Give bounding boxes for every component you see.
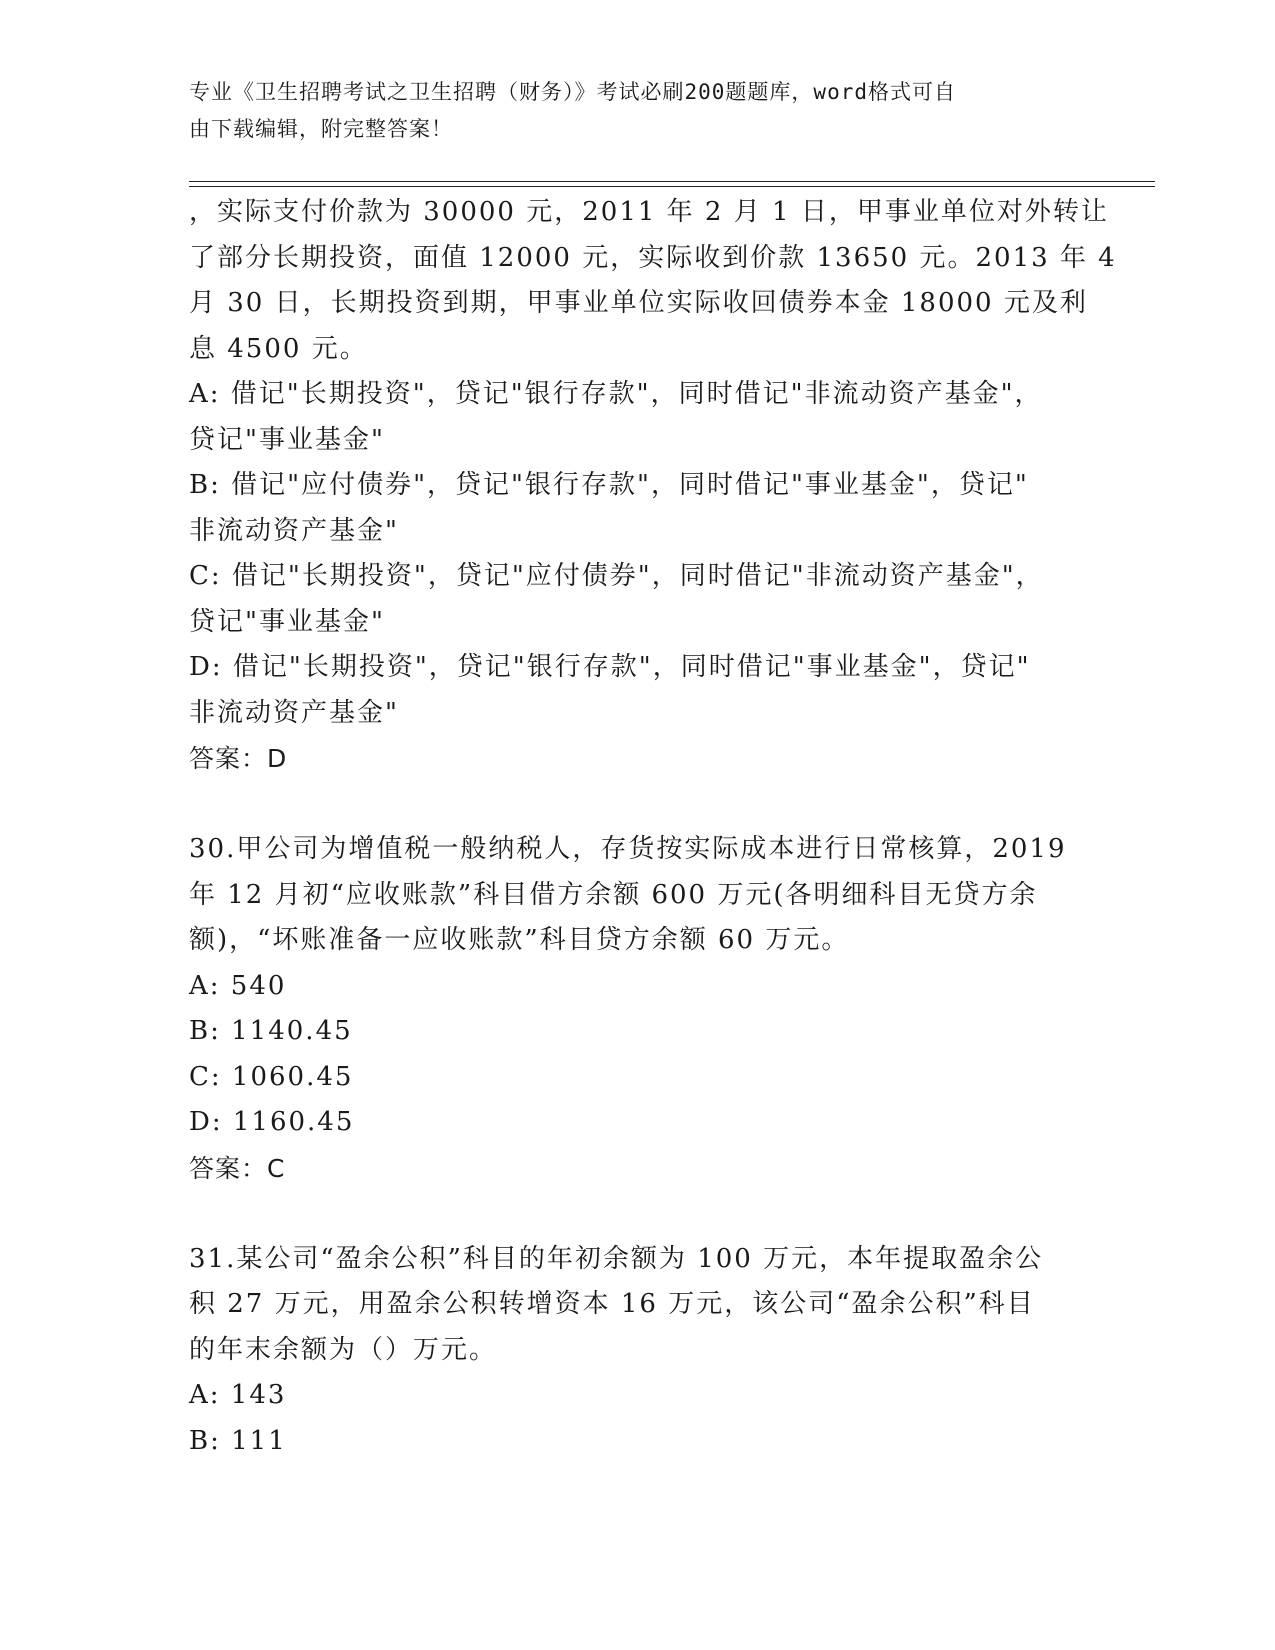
answer-label: 答案：D xyxy=(189,744,288,773)
option-b-line: B: 借记"应付债券"，贷记"银行存款"，同时借记"事业基金"，贷记" xyxy=(189,470,1029,500)
question-spacer xyxy=(189,782,1089,828)
question-29 xyxy=(189,190,1117,782)
question-stem-line: 额)，“坏账准备一应收账款”科目贷方余额 60 万元。 xyxy=(189,925,850,955)
answer-label: 答案：C xyxy=(189,1153,286,1183)
question-stem-line: 年 12 月初“应收账款”科目借方余额 600 万元(各明细科目无贷方余 xyxy=(189,879,1038,910)
header-title-line-2: 由下载编辑，附完整答案！ xyxy=(189,117,453,141)
option-a-line: A: 143 xyxy=(189,1380,287,1410)
question-stem-line: ，实际支付价款为 30000 元，2011 年 2 月 1 日，甲事业单位对外转让 xyxy=(189,197,1109,227)
header-divider-top xyxy=(189,181,1155,182)
question-stem-line: 积 27 万元，用盈余公积转增资本 16 万元，该公司“盈余公积”科目 xyxy=(189,1289,1035,1319)
option-c-line: 贷记"事业基金" xyxy=(189,606,385,637)
question-stem-line: 月 30 日，长期投资到期，甲事业单位实际收回债券本金 18000 元及利 xyxy=(189,288,1088,318)
header-title-line-1: 专业《卫生招聘考试之卫生招聘（财务）》考试必刷200题题库，word格式可自 xyxy=(189,80,956,104)
question-spacer xyxy=(189,1191,1089,1237)
question-content xyxy=(189,190,1117,1464)
option-d-line: 非流动资产基金" xyxy=(189,697,399,728)
option-c-line: C: 1060.45 xyxy=(189,1061,354,1092)
option-b-line: 非流动资产基金" xyxy=(189,515,399,546)
question-31 xyxy=(189,1237,1089,1465)
question-stem-line: 31.某公司“盈余公积”科目的年初余额为 100 万元，本年提取盈余公 xyxy=(189,1243,1044,1274)
document-header xyxy=(189,74,1069,148)
option-c-line: C: 借记"长期投资"，贷记"应付债券"，同时借记"非流动资产基金"， xyxy=(189,561,1044,591)
option-b-line: B: 111 xyxy=(189,1425,287,1456)
question-30 xyxy=(189,827,1089,1191)
question-stem-line: 息 4500 元。 xyxy=(189,333,368,364)
question-stem-line: 了部分长期投资，面值 12000 元，实际收到价款 13650 元。2013 年 4 xyxy=(189,242,1117,273)
option-a-line: 贷记"事业基金" xyxy=(189,424,385,455)
question-stem-line: 的年末余额为（）万元。 xyxy=(189,1334,498,1365)
option-b-line: B: 1140.45 xyxy=(189,1016,353,1046)
header-divider-bottom xyxy=(189,186,1155,187)
option-a-line: A: 借记"长期投资"，贷记"银行存款"，同时借记"非流动资产基金"， xyxy=(189,379,1043,409)
option-d-line: D: 借记"长期投资"，贷记"银行存款"，同时借记"事业基金"，贷记" xyxy=(189,652,1031,682)
option-a-line: A: 540 xyxy=(189,970,287,1001)
option-d-line: D: 1160.45 xyxy=(189,1107,355,1137)
question-stem-line: 30.甲公司为增值税一般纳税人，存货按实际成本进行日常核算，2019 xyxy=(189,834,1067,864)
